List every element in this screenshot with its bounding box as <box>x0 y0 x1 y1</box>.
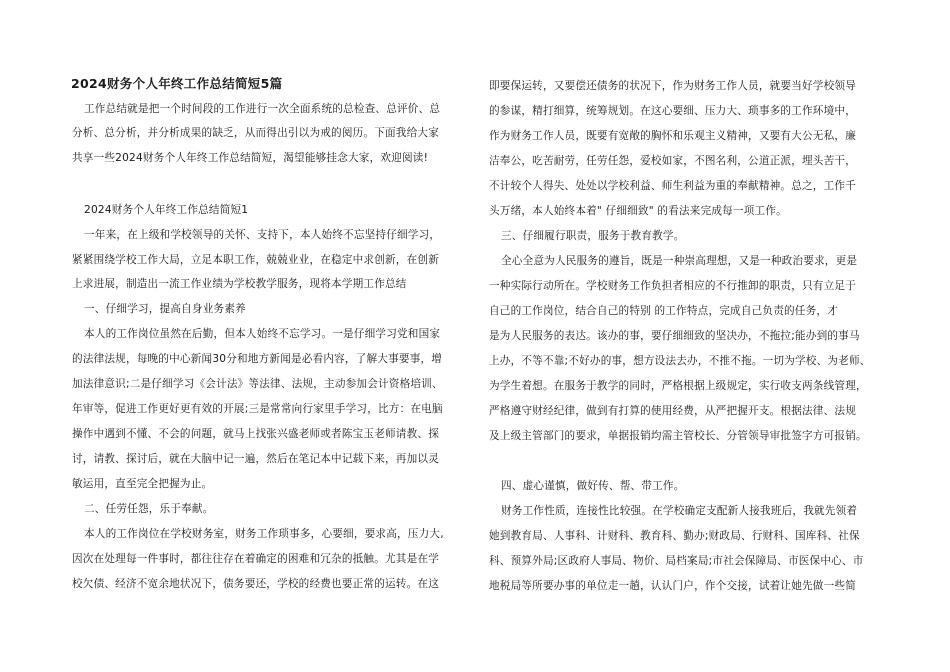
paragraph-line: 作为财务工作人员，既要有宽敞的胸怀和乐观主义精神，又要有大公无私，廉 <box>489 130 856 142</box>
paragraph-line: 及上级主管部门的要求，单据报销均需主管校长、分管领导审批签字方可报销。 <box>489 430 867 442</box>
paragraph-line: 加法律意识;二是仔细学习《会计法》等法律、法规，主动参加会计资格培训、 <box>72 378 443 390</box>
paragraph-line: 为学生着想。在服务于教学的同时，严格根据上级规定，实行收支两条线管理， <box>489 380 867 392</box>
section-heading: 四、虚心谨慎，做好传、帮、带工作。 <box>501 480 685 492</box>
section-heading: 2024财务个人年终工作总结简短1 <box>84 204 249 216</box>
paragraph-line: 自己的工作岗位，结合自己的特别 的工作特点，完成自己负责的任务，才 <box>489 305 838 317</box>
paragraph-line: 科、预算外局;区政府人事局、物价、局档案局;市社会保障局、市医保中心、市 <box>489 555 864 567</box>
paragraph-line: 分析、总分析，并分析成果的缺乏，从而得出引以为戒的阅历。下面我给大家 <box>72 127 439 139</box>
paragraph-line: 上办，不等不靠;不好办的事，想方设法去办，不推不拖。一切为学校、为老师、 <box>489 355 871 367</box>
paragraph-line: 一年来，在上级和学校领导的关怀、支持下，本人始终不忘坚持仔细学习， <box>84 229 441 241</box>
paragraph-line: 地税局等所要办事的单位走一趟，认认门户，作个交接，试着让她先做一些简 <box>489 580 856 592</box>
paragraph-line: 的法律法规，每晚的中心新闻30分和地方新闻是必看内容，了解大事要事，增 <box>72 353 443 365</box>
paragraph-line: 敏运用，直至完全把握为止。 <box>72 478 213 490</box>
paragraph-line: 讨，请教、探讨后，就在大脑中记一遍，然后在笔记本中记载下来，再加以灵 <box>72 453 439 465</box>
paragraph-line: 她到教育局、人事科、计财科、教育科、勤办;财政局、行财科、国库科、社保 <box>489 530 860 542</box>
paragraph-line: 工作总结就是把一个时间段的工作进行一次全面系统的总检查、总评价、总 <box>84 103 441 115</box>
paragraph-line: 洁奉公，吃苦耐劳，任劳任怨，爱校如家，不图名利，公道正派，埋头苦干， <box>489 155 856 167</box>
document-title: 2024财务个人年终工作总结简短5篇 <box>71 76 283 91</box>
paragraph-line: 本人的工作岗位虽然在后勤，但本人始终不忘学习。一是仔细学习党和国家 <box>84 328 441 340</box>
paragraph-line: 即要保运转，又要偿还债务的状况下，作为财务工作人员，就要当好学校领导 <box>489 80 856 92</box>
paragraph-line: 年审等，促进工作更好更有效的开展;三是常常向行家里手学习，比方：在电脑 <box>72 403 443 415</box>
section-heading: 二、任劳任怨，乐于奉献。 <box>84 503 214 515</box>
paragraph-line: 财务工作性质，连接性比较强。在学校确定支配新人接我班后，我就先领着 <box>501 505 858 517</box>
paragraph-line: 是为人民服务的表达。该办的事，要仔细细致的坚决办，不拖拉;能办到的事马 <box>489 330 860 342</box>
paragraph-line: 不计较个人得失、处处以学校利益、师生利益为重的奉献精神。总之，工作千 <box>489 180 856 192</box>
paragraph-line: 紧紧围绕学校工作大局，立足本职工作，兢兢业业，在稳定中求创新，在创新 <box>72 254 439 266</box>
paragraph-line: 一种实际行动所在。学校财务工作负担者相应的不行推卸的职责，只有立足于 <box>489 280 856 292</box>
paragraph-line: 全心全意为人民服务的遵旨，既是一种崇高理想，又是一种政治要求，更是 <box>501 255 858 267</box>
paragraph-line: 上求进展，制造出一流工作业绩为学校教学服务，现将本学期工作总结 <box>72 278 407 290</box>
paragraph-line: 共享一些2024财务个人年终工作总结简短，渴望能够挂念大家，欢迎阅读! <box>72 152 429 164</box>
section-heading: 一、仔细学习，提高自身业务素养 <box>84 303 246 315</box>
paragraph-line: 严格遵守财经纪律，做到有打算的使用经费，从严把握开支。根据法律、法规 <box>489 405 856 417</box>
paragraph-line: 操作中遇到不懂、不会的问题，就马上找张兴盛老师或者陈宝玉老师请教、探 <box>72 428 439 440</box>
paragraph-line: 校欠债、经济不宽余地状况下，债务要还，学校的经费也要正常的运转。在这 <box>72 578 439 590</box>
paragraph-line: 的参谋，精打细算，统筹规划。在这心要细、压力大、琐事多的工作环境中， <box>489 105 856 117</box>
paragraph-line: 因次在处理每一件事时，都往往存在着确定的困难和冗杂的抵触。尤其是在学 <box>72 553 439 565</box>
section-heading: 三、仔细履行职责，服务于教育教学。 <box>501 230 685 242</box>
paragraph-line: 头万绪，本人始终本着" 仔细细致" 的看法来完成每一项工作。 <box>489 205 787 217</box>
paragraph-line: 本人的工作岗位在学校财务室，财务工作琐事多，心要细，要求高，压力大, <box>84 528 444 540</box>
